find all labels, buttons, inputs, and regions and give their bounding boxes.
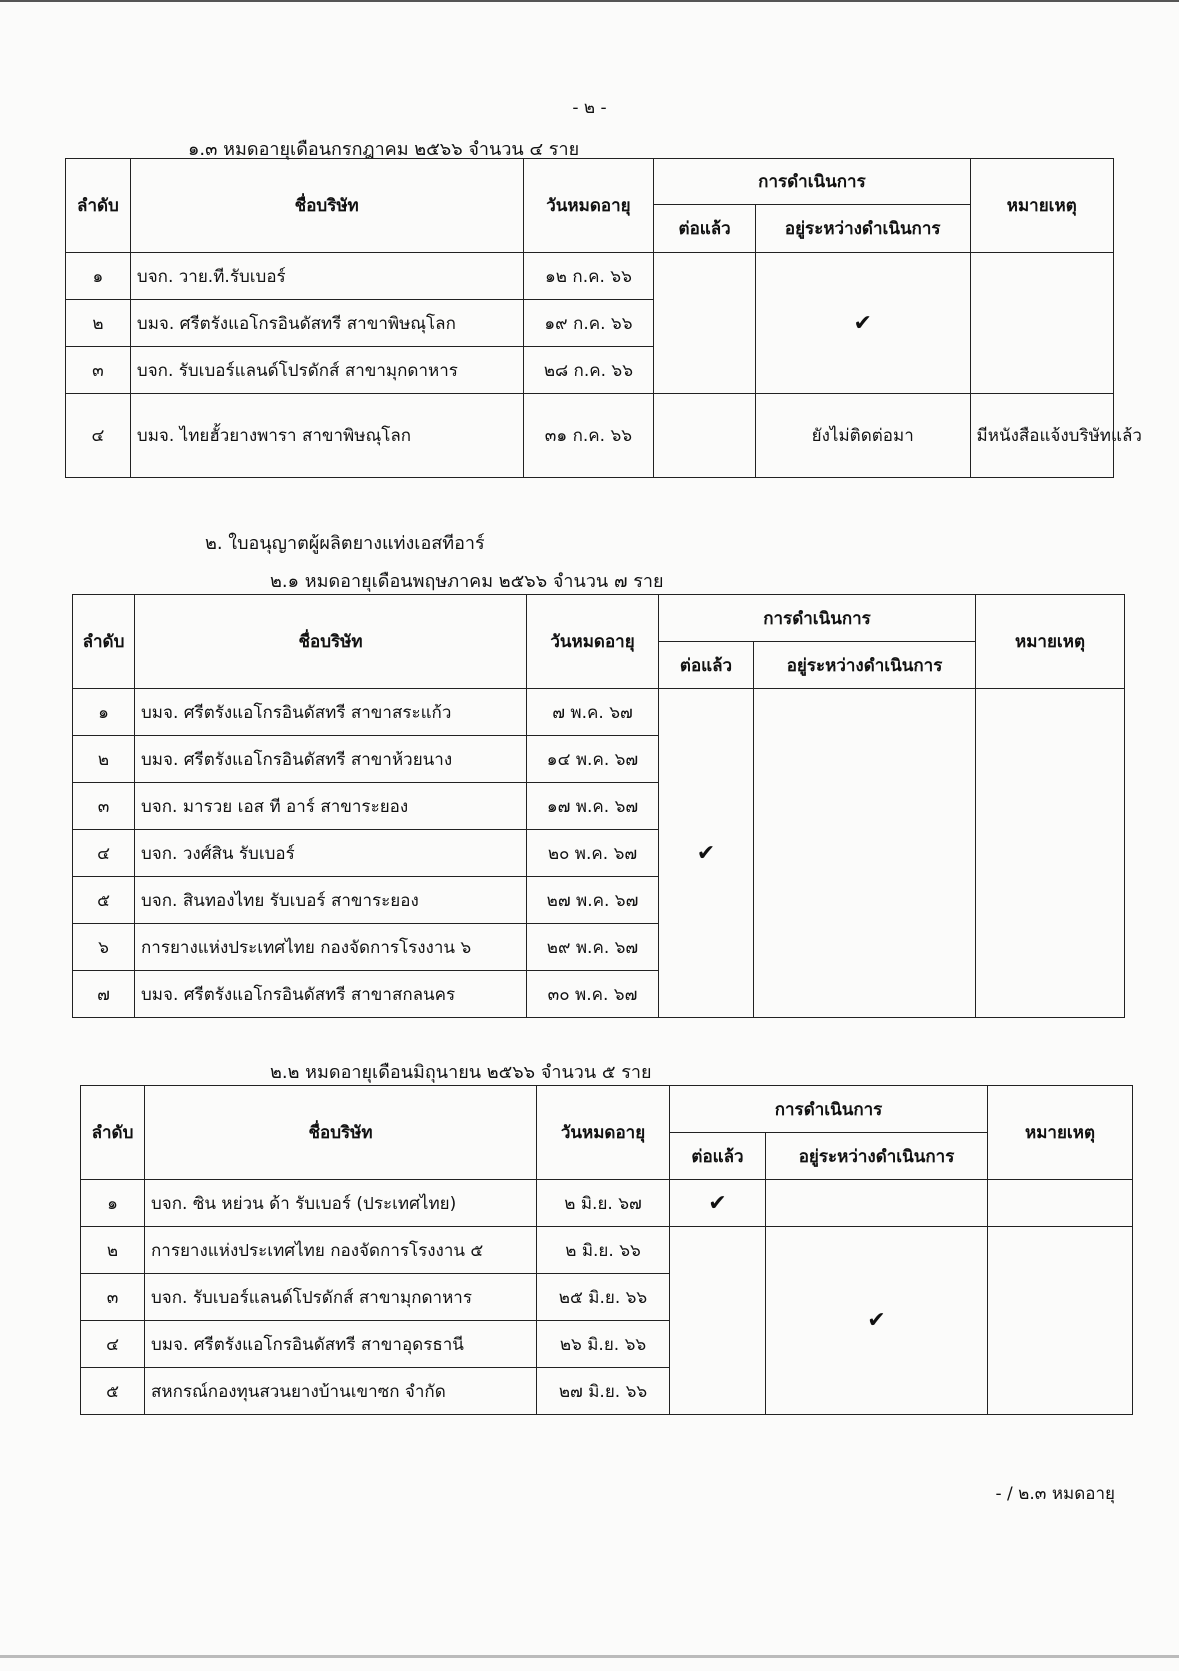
row-no: ๖ (73, 924, 135, 971)
row-no: ๔ (66, 394, 131, 478)
header-in-progress: อยู่ระหว่างดำเนินการ (755, 205, 970, 253)
check-mark-icon: ✔ (696, 840, 716, 866)
row-expiry: ๒๗ มิ.ย. ๖๖ (537, 1368, 670, 1415)
header-expiry: วันหมดอายุ (527, 595, 659, 689)
row-no: ๑ (81, 1180, 145, 1227)
header-renewed: ต่อแล้ว (654, 205, 756, 253)
row-no: ๓ (73, 783, 135, 830)
in-progress-cell: ยังไม่ติดต่อมา (755, 394, 970, 478)
check-mark-icon: ✔ (708, 1190, 727, 1216)
renewed-cell (654, 253, 756, 394)
row-expiry: ๑๗ พ.ค. ๖๗ (527, 783, 659, 830)
table-row (81, 1227, 1133, 1274)
row-company: บจก. สินทองไทย รับเบอร์ สาขาระยอง (135, 877, 527, 924)
row-company: บมจ. ศรีตรังแอโกรอินดัสทรี สาขาสกลนคร (135, 971, 527, 1018)
row-expiry: ๒ มิ.ย. ๖๗ (537, 1180, 670, 1227)
renewed-cell (654, 394, 756, 478)
table-section-2-2 (80, 1085, 1133, 1415)
header-in-progress: อยู่ระหว่างดำเนินการ (766, 1133, 988, 1180)
row-expiry: ๒๖ มิ.ย. ๖๖ (537, 1321, 670, 1368)
row-company: บจก. วาย.ที.รับเบอร์ (130, 253, 523, 300)
section-2-title: ๒. ใบอนุญาตผู้ผลิตยางแท่งเอสทีอาร์ (205, 533, 485, 554)
continuation-footer: - / ๒.๓ หมดอายุ (995, 1484, 1115, 1504)
row-company: บมจ. ไทยฮั้วยางพารา สาขาพิษณุโลก (130, 394, 523, 478)
in-progress-cell (766, 1180, 988, 1227)
row-no: ๑ (66, 253, 131, 300)
header-expiry: วันหมดอายุ (537, 1086, 670, 1180)
row-expiry: ๒๘ ก.ค. ๖๖ (523, 347, 654, 394)
row-company: สหกรณ์กองทุนสวนยางบ้านเขาซก จำกัด (145, 1368, 537, 1415)
table-section-1-3 (65, 158, 1142, 478)
row-company: บมจ. ศรีตรังแอโกรอินดัสทรี สาขาห้วยนาง (135, 736, 527, 783)
row-no: ๒ (73, 736, 135, 783)
row-expiry: ๒๕ มิ.ย. ๖๖ (537, 1274, 670, 1321)
header-no: ลำดับ (81, 1086, 145, 1180)
remark-cell (988, 1180, 1133, 1227)
page-number: - ๒ - (572, 98, 607, 118)
row-company: บจก. รับเบอร์แลนด์โปรดักส์ สาขามุกดาหาร (145, 1274, 537, 1321)
row-company: การยางแห่งประเทศไทย กองจัดการโรงงาน ๕ (145, 1227, 537, 1274)
row-no: ๓ (81, 1274, 145, 1321)
row-expiry: ๗ พ.ค. ๖๗ (527, 689, 659, 736)
check-mark-icon: ✔ (853, 310, 872, 336)
renewed-cell (670, 1227, 766, 1415)
row-no: ๑ (73, 689, 135, 736)
row-expiry: ๑๒ ก.ค. ๖๖ (523, 253, 654, 300)
scan-edge-top (0, 0, 1179, 2)
table-row (66, 253, 1114, 300)
row-no: ๒ (81, 1227, 145, 1274)
table-section-2-1 (72, 594, 1125, 1018)
row-no: ๗ (73, 971, 135, 1018)
remark-cell (970, 253, 1113, 394)
renewed-cell (659, 689, 754, 1018)
table-row (66, 394, 1114, 478)
row-company: บจก. ซิน หย่วน ด้า รับเบอร์ (ประเทศไทย) (145, 1180, 537, 1227)
header-expiry: วันหมดอายุ (523, 159, 654, 253)
row-company: บจก. มารวย เอส ที อาร์ สาขาระยอง (135, 783, 527, 830)
remark-cell (988, 1227, 1133, 1415)
renewed-cell (670, 1180, 766, 1227)
row-expiry: ๒ มิ.ย. ๖๖ (537, 1227, 670, 1274)
remark-cell: มีหนังสือแจ้งบริษัทแล้ว (970, 394, 1113, 478)
check-mark-icon: ✔ (867, 1308, 886, 1333)
row-no: ๕ (81, 1368, 145, 1415)
in-progress-cell (754, 689, 976, 1018)
scan-edge-bottom (0, 1655, 1179, 1658)
row-no: ๔ (73, 830, 135, 877)
header-remark: หมายเหตุ (976, 595, 1125, 689)
table-row (73, 689, 1125, 736)
header-company: ชื่อบริษัท (130, 159, 523, 253)
header-action: การดำเนินการ (670, 1086, 988, 1133)
row-company: การยางแห่งประเทศไทย กองจัดการโรงงาน ๖ (135, 924, 527, 971)
table-row (81, 1180, 1133, 1227)
row-expiry: ๑๙ ก.ค. ๖๖ (523, 300, 654, 347)
section-1-3-caption: ๑.๓ หมดอายุเดือนกรกฎาคม ๒๕๖๖ จำนวน ๔ ราย (188, 139, 580, 160)
header-company: ชื่อบริษัท (145, 1086, 537, 1180)
row-company: บมจ. ศรีตรังแอโกรอินดัสทรี สาขาอุดรธานี (145, 1321, 537, 1368)
row-company: บจก. รับเบอร์แลนด์โปรดักส์ สาขามุกดาหาร (130, 347, 523, 394)
header-remark: หมายเหตุ (988, 1086, 1133, 1180)
in-progress-cell (755, 253, 970, 394)
row-expiry: ๑๔ พ.ค. ๖๗ (527, 736, 659, 783)
row-no: ๓ (66, 347, 131, 394)
header-renewed: ต่อแล้ว (659, 642, 754, 689)
header-renewed: ต่อแล้ว (670, 1133, 766, 1180)
header-action: การดำเนินการ (659, 595, 976, 642)
row-company: บมจ. ศรีตรังแอโกรอินดัสทรี สาขาพิษณุโลก (130, 300, 523, 347)
header-in-progress: อยู่ระหว่างดำเนินการ (754, 642, 976, 689)
header-company: ชื่อบริษัท (135, 595, 527, 689)
header-no: ลำดับ (73, 595, 135, 689)
row-expiry: ๒๐ พ.ค. ๖๗ (527, 830, 659, 877)
row-expiry: ๒๙ พ.ค. ๖๗ (527, 924, 659, 971)
header-remark: หมายเหตุ (970, 159, 1113, 253)
row-expiry: ๒๗ พ.ค. ๖๗ (527, 877, 659, 924)
row-no: ๕ (73, 877, 135, 924)
row-expiry: ๓๐ พ.ค. ๖๗ (527, 971, 659, 1018)
row-company: บมจ. ศรีตรังแอโกรอินดัสทรี สาขาสระแก้ว (135, 689, 527, 736)
section-2-2-caption: ๒.๒ หมดอายุเดือนมิถุนายน ๒๕๖๖ จำนวน ๕ ราย (270, 1062, 652, 1083)
header-no: ลำดับ (66, 159, 131, 253)
section-2-1-caption: ๒.๑ หมดอายุเดือนพฤษภาคม ๒๕๖๖ จำนวน ๗ ราย (270, 571, 664, 592)
row-company: บจก. วงศ์สิน รับเบอร์ (135, 830, 527, 877)
remark-cell (976, 689, 1125, 1018)
row-no: ๔ (81, 1321, 145, 1368)
in-progress-cell (766, 1227, 988, 1415)
header-action: การดำเนินการ (654, 159, 970, 205)
row-no: ๒ (66, 300, 131, 347)
row-expiry: ๓๑ ก.ค. ๖๖ (523, 394, 654, 478)
